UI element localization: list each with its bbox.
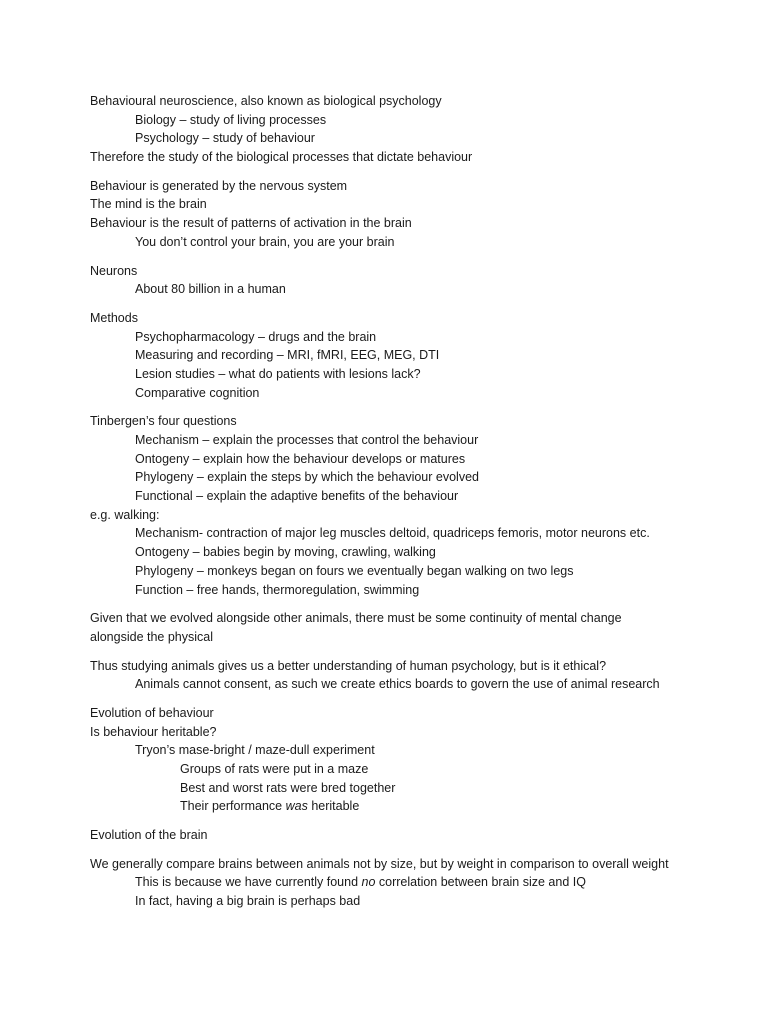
reason-text: correlation between brain size and IQ <box>375 875 586 890</box>
methods-item: Comparative cognition <box>135 385 260 400</box>
result-text: Their performance <box>180 799 286 814</box>
tinbergen-heading: Tinbergen’s four questions <box>90 414 237 429</box>
animals-line: Thus studying animals gives us a better understanding of human psychology, but is it ethical? <box>90 658 607 673</box>
behaviour-result: Behaviour is the result of patterns of activation in the brain <box>90 216 412 231</box>
example-item: Ontogeny – babies begin by moving, crawling, walking <box>135 545 436 560</box>
spacer <box>90 845 730 855</box>
tinbergen-item: Phylogeny – explain the steps by which the behaviour evolved <box>135 470 479 485</box>
spacer <box>90 694 730 704</box>
result-text: heritable <box>307 799 360 814</box>
intro-therefore: Therefore the study of the biological processes that dictate behaviour <box>90 150 473 165</box>
tinbergen-item: Functional – explain the adaptive benefits of the behaviour <box>135 489 459 504</box>
tinbergen-item: Ontogeny – explain how the behaviour develops or matures <box>135 451 466 466</box>
behaviour-generated: Behaviour is generated by the nervous system <box>90 178 348 193</box>
spacer <box>90 167 730 177</box>
spacer <box>90 599 730 609</box>
example-item: Mechanism- contraction of major leg muscles deltoid, quadriceps femoris, motor neurons etc. <box>135 526 650 541</box>
neurons-count: About 80 billion in a human <box>135 282 286 297</box>
spacer <box>90 647 730 657</box>
methods-item: Psychopharmacology – drugs and the brain <box>135 329 377 344</box>
evolved-line-2: alongside the physical <box>90 629 213 644</box>
reason-emphasis: no <box>361 875 376 890</box>
document-page <box>90 92 730 911</box>
spacer <box>90 299 730 309</box>
result-emphasis: was <box>285 799 308 814</box>
compare-reason <box>90 873 730 892</box>
example-item: Phylogeny – monkeys began on fours we eventually began walking on two legs <box>135 563 574 578</box>
spacer <box>90 402 730 412</box>
experiment-step: Best and worst rats were bred together <box>180 780 396 795</box>
methods-item: Lesion studies – what do patients with lesions lack? <box>135 366 421 381</box>
compare-line: We generally compare brains between animals not by size, but by weight in comparison to overall weight <box>90 856 669 871</box>
methods-item: Measuring and recording – MRI, fMRI, EEG, MEG, DTI <box>135 348 440 363</box>
intro-title: Behavioural neuroscience, also known as biological psychology <box>90 94 442 108</box>
behaviour-mind: The mind is the brain <box>90 197 207 212</box>
example-item: Function – free hands, thermoregulation, swimming <box>135 582 420 597</box>
intro-psychology: Psychology – study of behaviour <box>135 131 315 146</box>
evolution-brain-heading: Evolution of the brain <box>90 828 208 843</box>
evolution-behaviour-heading: Evolution of behaviour <box>90 705 214 720</box>
behaviour-control: You don’t control your brain, you are your brain <box>135 234 395 249</box>
intro-biology: Biology – study of living processes <box>135 112 327 127</box>
reason-text: This is because we have currently found <box>135 875 362 890</box>
example-heading: e.g. walking: <box>90 507 160 522</box>
spacer <box>90 252 730 262</box>
experiment-step: Groups of rats were put in a maze <box>180 762 369 776</box>
neurons-heading: Neurons <box>90 263 138 278</box>
compare-fact: In fact, having a big brain is perhaps bad <box>135 894 361 909</box>
spacer <box>90 816 730 826</box>
methods-heading: Methods <box>90 310 138 325</box>
experiment-result <box>90 797 730 816</box>
evolved-line-1: Given that we evolved alongside other animals, there must be some continuity of mental change <box>90 611 622 626</box>
tryon-experiment: Tryon’s mase-bright / maze-dull experiment <box>135 743 375 758</box>
tinbergen-item: Mechanism – explain the processes that control the behaviour <box>135 433 479 447</box>
heritable-question: Is behaviour heritable? <box>90 724 217 739</box>
animals-consent: Animals cannot consent, as such we create ethics boards to govern the use of animal research <box>135 677 660 692</box>
